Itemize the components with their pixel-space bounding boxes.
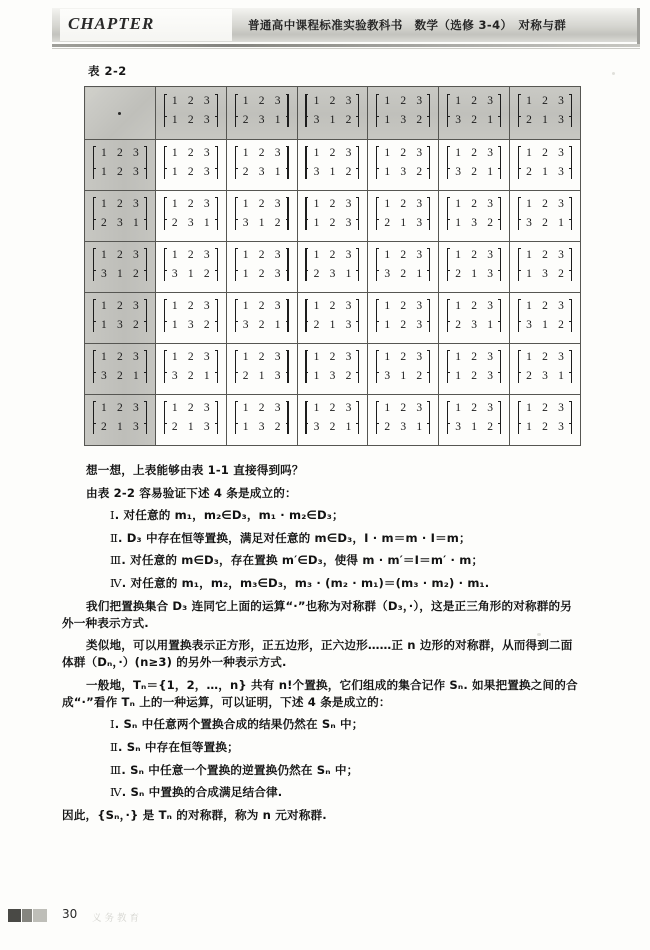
matrix-left-bracket — [517, 400, 522, 436]
cayley-header-row — [85, 87, 581, 140]
matrix-left-bracket — [375, 196, 380, 232]
cayley-row-header-3 — [85, 242, 156, 293]
matrix-left-bracket — [517, 145, 522, 181]
cayley-cell-r5-c3 — [297, 344, 368, 395]
permutation-matrix-row-1: 1 2 3 1 2 3 — [92, 145, 148, 181]
cayley-cell-r6-c1 — [155, 395, 226, 446]
cayley-row-header-4 — [85, 293, 156, 344]
cayley-cell-r5-c1 — [155, 344, 226, 395]
matrix-right-bracket — [285, 400, 290, 436]
cayley-row-header-2 — [85, 191, 156, 242]
cayley-cell-r6-c6 — [510, 395, 581, 446]
matrix-left-bracket — [163, 196, 168, 232]
cayley-column-header-2 — [226, 87, 297, 140]
matrix-left-bracket — [234, 93, 239, 129]
cayley-cell-r2-c6 — [510, 191, 581, 242]
matrix-left-bracket — [304, 349, 309, 385]
cayley-row — [85, 395, 581, 446]
cayley-cell-r4-c2 — [226, 293, 297, 344]
axiom-4 — [62, 575, 578, 592]
matrix-right-bracket — [355, 145, 360, 181]
permutation-matrix-r5-c6: 1 2 3 2 3 1 — [517, 349, 573, 385]
matrix-left-bracket — [517, 196, 522, 232]
permutation-matrix-row-4: 1 2 3 1 3 2 — [92, 298, 148, 334]
cayley-cell-r2-c1 — [155, 191, 226, 242]
permutation-matrix-r1-c5: 1 2 3 3 2 1 — [446, 145, 502, 181]
permutation-matrix-r2-c1: 1 2 3 2 3 1 — [163, 196, 219, 232]
cayley-row-header-5 — [85, 344, 156, 395]
header-right-edge — [637, 8, 640, 44]
sn-axiom-1 — [62, 716, 578, 733]
permutation-matrix-r1-c2: 1 2 3 2 3 1 — [234, 145, 290, 181]
matrix-left-bracket — [375, 400, 380, 436]
permutation-matrix-col-6: 1 2 3 2 1 3 — [517, 93, 573, 129]
matrix-right-bracket — [143, 145, 148, 181]
cayley-cell-r4-c5 — [439, 293, 510, 344]
cayley-cell-r1-c5 — [439, 140, 510, 191]
matrix-left-bracket — [163, 298, 168, 334]
matrix-right-bracket — [214, 247, 219, 283]
page-footer — [0, 906, 300, 928]
body-text — [62, 462, 578, 829]
matrix-right-bracket — [426, 349, 431, 385]
matrix-left-bracket — [163, 349, 168, 385]
permutation-matrix-r4-c1: 1 2 3 1 3 2 — [163, 298, 219, 334]
permutation-matrix-row-6: 1 2 3 2 1 3 — [92, 400, 148, 436]
permutation-matrix-r4-c4: 1 2 3 1 2 3 — [375, 298, 431, 334]
matrix-left-bracket — [446, 145, 451, 181]
permutation-matrix-r1-c3: 1 2 3 3 1 2 — [304, 145, 360, 181]
matrix-left-bracket — [304, 400, 309, 436]
matrix-left-bracket — [234, 349, 239, 385]
matrix-right-bracket — [214, 400, 219, 436]
sn-axiom-3 — [62, 762, 578, 779]
footer-bar-light — [33, 909, 47, 922]
sn-axiom-1-numeral: Ⅰ — [110, 718, 115, 732]
matrix-left-bracket — [446, 298, 451, 334]
paragraph-conclusion: 因此，{Sₙ，·} 是 Tₙ 的对称群，称为 n 元对称群. — [62, 807, 327, 822]
matrix-left-bracket — [517, 93, 522, 129]
sn-axiom-4 — [62, 784, 578, 801]
paragraph-think: 想一想，上表能够由表 1-1 直接得到吗？ — [86, 463, 304, 477]
permutation-matrix-r2-c3: 1 2 3 1 2 3 — [304, 196, 360, 232]
cayley-cell-r5-c2 — [226, 344, 297, 395]
matrix-right-bracket — [285, 298, 290, 334]
permutation-matrix-r6-c1: 1 2 3 2 1 3 — [163, 400, 219, 436]
chapter-word: CHAPTER — [68, 14, 155, 33]
matrix-right-bracket — [497, 247, 502, 283]
cayley-cell-r5-c4 — [368, 344, 439, 395]
permutation-matrix-r1-c6: 1 2 3 2 1 3 — [517, 145, 573, 181]
cayley-cell-r6-c2 — [226, 395, 297, 446]
matrix-left-bracket — [163, 93, 168, 129]
cayley-corner-operator-cell — [85, 87, 156, 140]
table-caption: 表 2-2 — [88, 64, 127, 78]
matrix-right-bracket — [497, 93, 502, 129]
matrix-left-bracket — [375, 145, 380, 181]
paragraph-d3-symmetry-group: 我们把置换集合 D₃ 连同它上面的运算“·”也称为对称群（D₃，·），这是正三角形的对称群的另外一种表示方式. — [62, 598, 572, 630]
cayley-column-header-1 — [155, 87, 226, 140]
matrix-left-bracket — [92, 145, 97, 181]
cayley-cell-r5-c6 — [510, 344, 581, 395]
matrix-left-bracket — [92, 349, 97, 385]
matrix-right-bracket — [143, 298, 148, 334]
matrix-right-bracket — [497, 349, 502, 385]
matrix-left-bracket — [375, 93, 380, 129]
matrix-right-bracket — [568, 247, 573, 283]
cayley-column-header-5 — [439, 87, 510, 140]
axiom-3 — [62, 552, 578, 569]
matrix-left-bracket — [375, 349, 380, 385]
matrix-left-bracket — [446, 93, 451, 129]
cayley-cell-r6-c5 — [439, 395, 510, 446]
cayley-cell-r3-c6 — [510, 242, 581, 293]
permutation-matrix-col-2: 1 2 3 2 3 1 — [234, 93, 290, 129]
cayley-cell-r4-c4 — [368, 293, 439, 344]
matrix-right-bracket — [568, 298, 573, 334]
matrix-right-bracket — [497, 196, 502, 232]
matrix-left-bracket — [234, 145, 239, 181]
permutation-matrix-row-3: 1 2 3 3 1 2 — [92, 247, 148, 283]
matrix-right-bracket — [426, 145, 431, 181]
matrix-left-bracket — [304, 298, 309, 334]
matrix-right-bracket — [426, 196, 431, 232]
scan-artifact — [612, 72, 615, 75]
permutation-matrix-r6-c5: 1 2 3 3 1 2 — [446, 400, 502, 436]
sn-axiom-3-text: . Sₙ 中任意一个置换的逆置换仍然在 Sₙ 中； — [121, 762, 359, 777]
cayley-cell-r1-c4 — [368, 140, 439, 191]
matrix-left-bracket — [163, 247, 168, 283]
matrix-right-bracket — [285, 93, 290, 129]
cayley-cell-r2-c3 — [297, 191, 368, 242]
matrix-right-bracket — [214, 145, 219, 181]
cayley-cell-r1-c1 — [155, 140, 226, 191]
cayley-table — [84, 86, 581, 446]
cayley-row — [85, 140, 581, 191]
permutation-matrix-r1-c1: 1 2 3 1 2 3 — [163, 145, 219, 181]
paragraph-verify: 由表 2-2 容易验证下述 4 条是成立的： — [86, 485, 297, 500]
permutation-matrix-r3-c3: 1 2 3 2 3 1 — [304, 247, 360, 283]
matrix-left-bracket — [446, 196, 451, 232]
sn-axiom-2 — [62, 739, 578, 756]
permutation-matrix-r3-c1: 1 2 3 3 1 2 — [163, 247, 219, 283]
cayley-cell-r3-c5 — [439, 242, 510, 293]
axiom-4-text: . 对任意的 m₁，m₂，m₃∈D₃，m₃ · (m₂ · m₁)＝(m₃ · m₂) · m₁. — [121, 575, 490, 590]
footer-bar-mid — [22, 909, 32, 922]
permutation-matrix-r3-c2: 1 2 3 1 2 3 — [234, 247, 290, 283]
page-header — [52, 8, 640, 52]
scan-artifact — [537, 633, 541, 636]
page-title: 普通高中课程标准实验教科书 数学（选修 3-4） 对称与群 — [248, 18, 567, 32]
sn-axiom-2-numeral: Ⅱ — [110, 740, 119, 754]
matrix-right-bracket — [355, 400, 360, 436]
paragraph-analogy: 类似地，可以用置换表示正方形，正五边形，正六边形……正 n 边形的对称群，从而得到二面体群（Dₙ，·）(n≥3) 的另外一种表示方式. — [62, 638, 573, 670]
matrix-left-bracket — [234, 298, 239, 334]
permutation-matrix-r5-c3: 1 2 3 1 3 2 — [304, 349, 360, 385]
axiom-2 — [62, 530, 578, 547]
axiom-3-numeral: Ⅲ — [110, 554, 122, 568]
axiom-1-text: . 对任意的 m₁，m₂∈D₃，m₁ · m₂∈D₃； — [114, 508, 344, 523]
matrix-right-bracket — [426, 93, 431, 129]
matrix-right-bracket — [426, 247, 431, 283]
permutation-matrix-r5-c1: 1 2 3 3 2 1 — [163, 349, 219, 385]
matrix-left-bracket — [517, 349, 522, 385]
matrix-left-bracket — [517, 247, 522, 283]
matrix-left-bracket — [446, 400, 451, 436]
footer-bar-dark — [8, 909, 21, 922]
permutation-matrix-r6-c2: 1 2 3 1 3 2 — [234, 400, 290, 436]
cayley-column-header-4 — [368, 87, 439, 140]
cayley-cell-r6-c3 — [297, 395, 368, 446]
matrix-right-bracket — [214, 93, 219, 129]
axiom-1-numeral: Ⅰ — [110, 509, 115, 523]
permutation-matrix-r4-c6: 1 2 3 3 1 2 — [517, 298, 573, 334]
permutation-matrix-r5-c5: 1 2 3 1 2 3 — [446, 349, 502, 385]
matrix-left-bracket — [304, 247, 309, 283]
permutation-matrix-r3-c6: 1 2 3 1 3 2 — [517, 247, 573, 283]
matrix-right-bracket — [497, 298, 502, 334]
axiom-1 — [62, 507, 578, 524]
matrix-right-bracket — [355, 349, 360, 385]
matrix-right-bracket — [497, 400, 502, 436]
cayley-cell-r2-c5 — [439, 191, 510, 242]
sn-axiom-3-numeral: Ⅲ — [110, 763, 122, 777]
matrix-right-bracket — [568, 145, 573, 181]
cayley-cell-r3-c1 — [155, 242, 226, 293]
permutation-matrix-r3-c4: 1 2 3 3 2 1 — [375, 247, 431, 283]
matrix-left-bracket — [446, 247, 451, 283]
matrix-left-bracket — [92, 196, 97, 232]
cayley-row — [85, 191, 581, 242]
axiom-2-numeral: Ⅱ — [110, 531, 119, 545]
axiom-3-text: . 对任意的 m∈D₃，存在置换 m′∈D₃，使得 m · m′＝I＝m′ · m； — [121, 553, 484, 568]
matrix-right-bracket — [285, 196, 290, 232]
axiom-2-text: . D₃ 中存在恒等置换，满足对任意的 m∈D₃，I · m＝m · I＝m； — [118, 530, 471, 545]
operation-dot-icon — [118, 112, 121, 115]
cayley-row — [85, 344, 581, 395]
matrix-right-bracket — [214, 298, 219, 334]
cayley-column-header-6 — [510, 87, 581, 140]
matrix-left-bracket — [304, 93, 309, 129]
matrix-left-bracket — [234, 247, 239, 283]
sn-axiom-4-numeral: Ⅳ — [110, 786, 122, 800]
cayley-cell-r4-c3 — [297, 293, 368, 344]
permutation-matrix-r5-c4: 1 2 3 3 1 2 — [375, 349, 431, 385]
cayley-cell-r3-c3 — [297, 242, 368, 293]
cayley-cell-r1-c6 — [510, 140, 581, 191]
matrix-left-bracket — [163, 400, 168, 436]
matrix-left-bracket — [234, 196, 239, 232]
cayley-cell-r5-c5 — [439, 344, 510, 395]
cayley-cell-r6-c4 — [368, 395, 439, 446]
matrix-right-bracket — [568, 349, 573, 385]
matrix-right-bracket — [214, 349, 219, 385]
matrix-left-bracket — [92, 400, 97, 436]
cayley-cell-r4-c6 — [510, 293, 581, 344]
axiom-4-numeral: Ⅳ — [110, 576, 122, 590]
matrix-right-bracket — [355, 298, 360, 334]
cayley-column-header-3 — [297, 87, 368, 140]
permutation-matrix-r6-c6: 1 2 3 1 2 3 — [517, 400, 573, 436]
page-number: 30 — [62, 907, 78, 921]
matrix-right-bracket — [497, 145, 502, 181]
sn-axiom-2-text: . Sₙ 中存在恒等置换； — [118, 739, 239, 754]
matrix-left-bracket — [375, 298, 380, 334]
sn-axiom-4-text: . Sₙ 中置换的合成满足结合律. — [121, 785, 283, 800]
matrix-left-bracket — [234, 400, 239, 436]
permutation-matrix-r3-c5: 1 2 3 2 1 3 — [446, 247, 502, 283]
matrix-right-bracket — [568, 196, 573, 232]
matrix-left-bracket — [446, 349, 451, 385]
cayley-row-header-6 — [85, 395, 156, 446]
permutation-matrix-col-1: 1 2 3 1 2 3 — [163, 93, 219, 129]
matrix-left-bracket — [517, 298, 522, 334]
matrix-right-bracket — [214, 196, 219, 232]
matrix-right-bracket — [285, 349, 290, 385]
matrix-right-bracket — [426, 298, 431, 334]
permutation-matrix-r6-c3: 1 2 3 3 2 1 — [304, 400, 360, 436]
permutation-matrix-r2-c2: 1 2 3 3 1 2 — [234, 196, 290, 232]
matrix-right-bracket — [143, 247, 148, 283]
permutation-matrix-r2-c5: 1 2 3 1 3 2 — [446, 196, 502, 232]
matrix-right-bracket — [568, 93, 573, 129]
cayley-cell-r1-c3 — [297, 140, 368, 191]
sn-axiom-1-text: . Sₙ 中任意两个置换合成的结果仍然在 Sₙ 中； — [114, 717, 364, 732]
permutation-matrix-col-3: 1 2 3 3 1 2 — [304, 93, 360, 129]
matrix-left-bracket — [92, 298, 97, 334]
matrix-right-bracket — [426, 400, 431, 436]
matrix-left-bracket — [304, 145, 309, 181]
cayley-cell-r3-c4 — [368, 242, 439, 293]
cayley-table-container — [84, 86, 581, 446]
permutation-matrix-r4-c2: 1 2 3 3 2 1 — [234, 298, 290, 334]
cayley-row — [85, 242, 581, 293]
header-rule-thin — [52, 48, 640, 49]
permutation-matrix-r4-c5: 1 2 3 2 3 1 — [446, 298, 502, 334]
cayley-cell-r4-c1 — [155, 293, 226, 344]
permutation-matrix-r1-c4: 1 2 3 1 3 2 — [375, 145, 431, 181]
matrix-right-bracket — [143, 349, 148, 385]
permutation-matrix-col-4: 1 2 3 1 3 2 — [375, 93, 431, 129]
permutation-matrix-r5-c2: 1 2 3 2 1 3 — [234, 349, 290, 385]
permutation-matrix-row-5: 1 2 3 3 2 1 — [92, 349, 148, 385]
permutation-matrix-r4-c3: 1 2 3 2 1 3 — [304, 298, 360, 334]
matrix-right-bracket — [143, 400, 148, 436]
matrix-right-bracket — [285, 247, 290, 283]
permutation-matrix-r2-c4: 1 2 3 2 1 3 — [375, 196, 431, 232]
footer-ghost-text: 义务教育 — [92, 913, 143, 924]
matrix-right-bracket — [355, 196, 360, 232]
matrix-left-bracket — [163, 145, 168, 181]
matrix-right-bracket — [568, 400, 573, 436]
matrix-left-bracket — [375, 247, 380, 283]
matrix-right-bracket — [285, 145, 290, 181]
permutation-matrix-col-5: 1 2 3 3 2 1 — [446, 93, 502, 129]
matrix-left-bracket — [92, 247, 97, 283]
cayley-cell-r2-c4 — [368, 191, 439, 242]
cayley-cell-r1-c2 — [226, 140, 297, 191]
permutation-matrix-r2-c6: 1 2 3 3 2 1 — [517, 196, 573, 232]
matrix-right-bracket — [355, 247, 360, 283]
permutation-matrix-r6-c4: 1 2 3 2 3 1 — [375, 400, 431, 436]
matrix-right-bracket — [143, 196, 148, 232]
matrix-right-bracket — [355, 93, 360, 129]
matrix-left-bracket — [304, 196, 309, 232]
cayley-row-header-1 — [85, 140, 156, 191]
cayley-cell-r3-c2 — [226, 242, 297, 293]
cayley-row — [85, 293, 581, 344]
cayley-cell-r2-c2 — [226, 191, 297, 242]
paragraph-general-sn: 一般地，Tₙ＝{1，2，…，n} 共有 n!个置换，它们组成的集合记作 Sₙ. 如果把置换之间的合成“·”看作 Tₙ 上的一种运算，可以证明，下述 4 条是成立的： — [62, 677, 578, 709]
permutation-matrix-row-2: 1 2 3 2 3 1 — [92, 196, 148, 232]
